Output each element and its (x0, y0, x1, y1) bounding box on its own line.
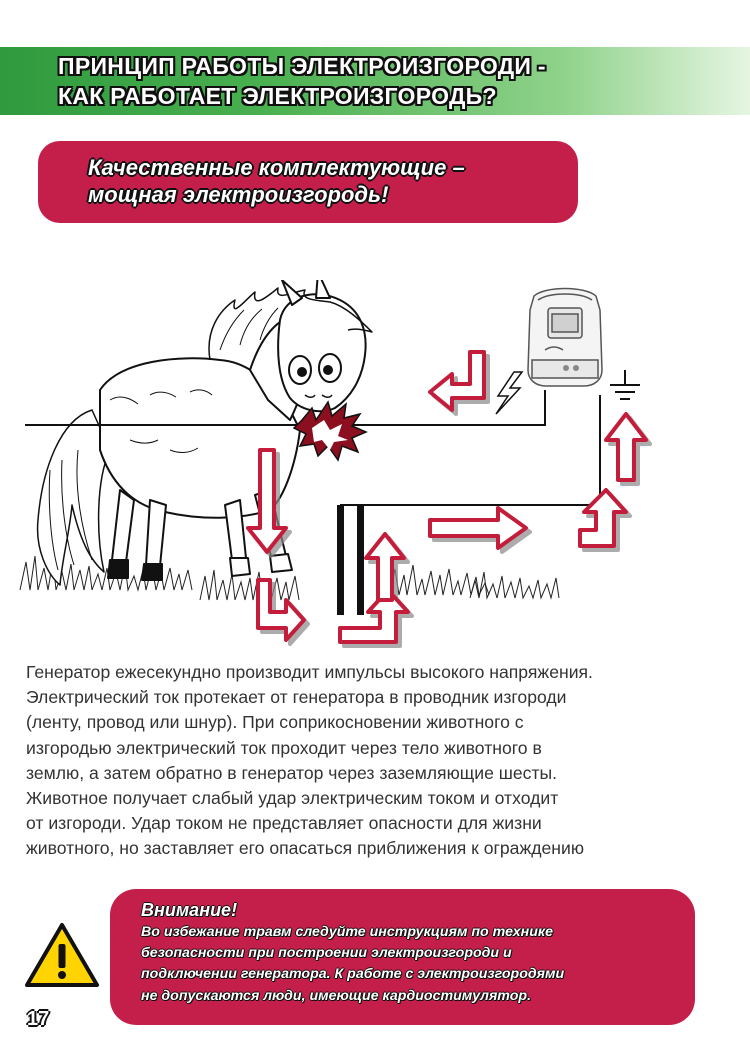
body-line: землю, а затем обратно в генератор через заземляющие шесты. (26, 762, 558, 783)
warning-title: Внимание! (141, 900, 238, 920)
body-line: Животное получает слабый удар электрическим током и отходит (26, 788, 559, 809)
energizer-icon (528, 289, 602, 387)
subtitle-banner (38, 141, 578, 223)
warning-line: безопасности при построении электроизгороди и (141, 945, 512, 962)
ground-pole-2 (357, 505, 364, 615)
body-line: Электрический ток протекает от генератора в проводник изгороди (26, 687, 567, 708)
warning-triangle-icon (24, 922, 100, 988)
return-wire (340, 395, 600, 505)
fence-circuit-illustration (0, 280, 750, 650)
warning-line: подключении генератора. К работе с электроизгородями (141, 966, 565, 983)
warning-text (141, 922, 686, 1007)
subtitle-line-2: мощная электроизгородь! (88, 182, 389, 207)
page-title (58, 51, 546, 111)
subtitle-line-1: Качественные комплектующие – (88, 155, 465, 180)
body-line: Генератор ежесекундно производит импульсы высокого напряжения. (26, 662, 593, 682)
warning-line: Во избежание травм следуйте инструкциям по технике (141, 924, 553, 940)
warning-line: не допускаются люди, имеющие кардиостимулятор. (141, 987, 532, 1004)
subtitle-text (88, 154, 465, 208)
lightning-icon (496, 372, 522, 414)
warning-box (110, 889, 695, 1025)
body-line: изгородью электрический ток проходит через тело животного в (26, 737, 542, 758)
body-line: от изгороди. Удар током не представляет опасности для жизни (26, 813, 542, 834)
ground-symbol-icon (610, 370, 640, 399)
page-number: 17 (27, 1008, 50, 1030)
ground-pole-1 (337, 505, 344, 615)
body-line: (ленту, провод или шнур). При соприкосновении животного с (26, 712, 524, 733)
page-title-line-1: ПРИНЦИП РАБОТЫ ЭЛЕКТРОИЗГОРОДИ - (58, 53, 546, 79)
body-line: животного, но заставляет его опасаться приближения к ограждению (26, 838, 585, 859)
page-title-line-2: КАК РАБОТАЕТ ЭЛЕКТРОИЗГОРОДЬ? (58, 83, 497, 109)
body-paragraph (26, 660, 726, 862)
